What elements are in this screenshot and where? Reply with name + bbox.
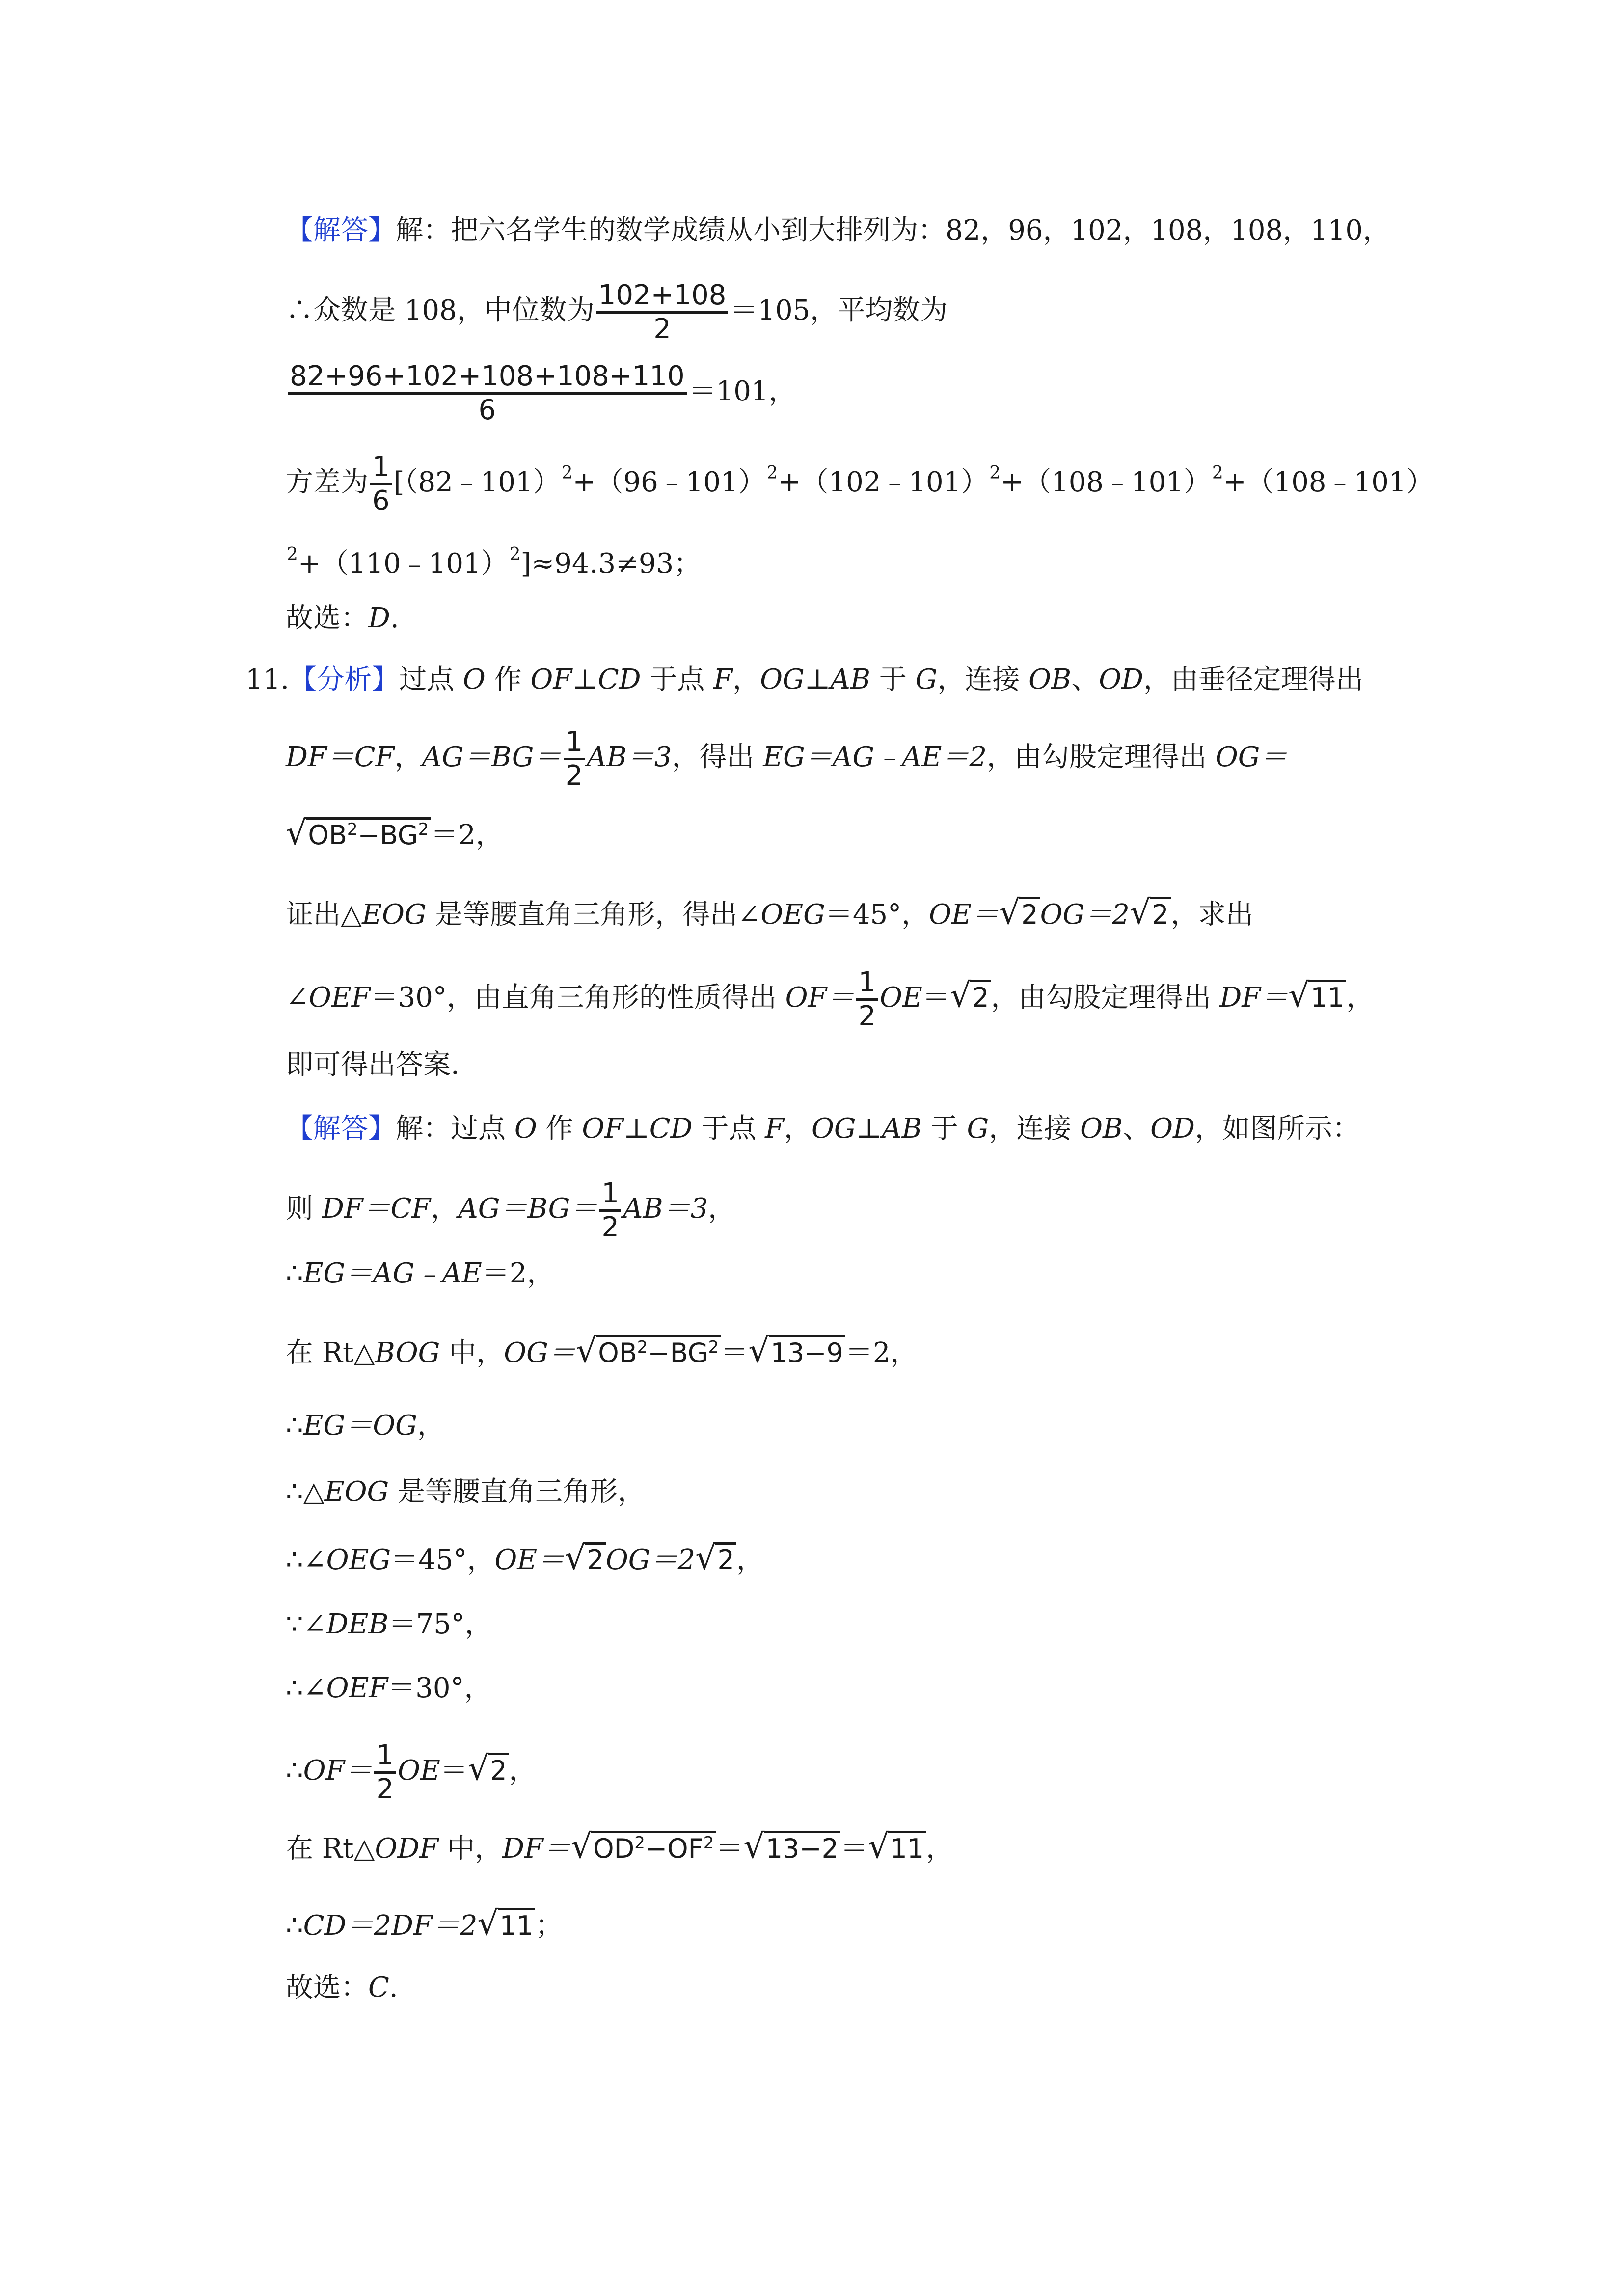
q10-answer-line-4: 方差为 $\frac{1}{6}$ [（82﹣101）$^2$+（96﹣101）$^2$+（102﹣101）$^2$+（108﹣101）$^2$+（108﹣101） <box>286 451 1434 517</box>
q10-answer-line-1: 【解答】解：把六名学生的数学成绩从小到大排列为：82，96，102，108，108，110， <box>286 214 1391 246</box>
q11-analysis-line-2: DF＝CF，AG＝BG＝ $\frac{1}{2}$ AB＝3，得出 EG＝AG﹣AE＝2，由勾股定理得出 OG＝ <box>286 726 1288 792</box>
sqrt-expression: $√OB^2-BG^2$ <box>286 810 431 855</box>
q11-analysis-line-1: 11.【分析】过点 O 作 OF⊥CD 于点 F，OG⊥AB 于 G，连接 OB、OD，由垂径定理得出 <box>245 664 1363 695</box>
q11-answer-line-6: ∴△EOG 是等腰直角三角形， <box>286 1476 646 1508</box>
q11-answer-line-11: 在 Rt△ODF 中，$DF=√OD^2-OF^2=√13-2=√11$， <box>286 1827 954 1866</box>
q11-analysis-line-5: ∠OEF＝30°，由直角三角形的性质得出 OF＝ $\frac{1}{2}$ OE＝√2，由勾股定理得出 DF＝√11， <box>286 966 1374 1032</box>
mean-fraction: $\frac{82+96+102+108+108+110}{6}$ <box>288 361 687 426</box>
q11-answer-line-3: ∴EG＝AG﹣AE＝2， <box>286 1257 555 1289</box>
answer-tag: 【解答】 <box>286 1113 396 1145</box>
q11-answer-line-9: ∴∠OEF＝30°， <box>286 1672 492 1704</box>
q10-answer-line-5: $^2$+（110﹣101）$^2$]≈94.3≠93； <box>287 544 702 580</box>
q11-answer-line-10: ∴OF＝ $\frac{1}{2}$ OE＝√2， <box>286 1739 537 1805</box>
q11-analysis-line-4: 证出△EOG 是等腰直角三角形，得出∠OEG＝45°，OE＝√2OG＝2√2，求出 <box>286 893 1253 932</box>
q11-answer-line-5: ∴EG＝OG， <box>286 1410 445 1442</box>
answer-tag: 【解答】 <box>286 214 396 246</box>
analysis-tag: 【分析】 <box>289 664 400 695</box>
q11-analysis-line-6: 即可得出答案. <box>286 1049 460 1081</box>
q11-answer-line-7: ∴∠OEG＝45°，OE＝√2OG＝2√2， <box>286 1539 764 1577</box>
question-number: 11. <box>245 664 290 695</box>
q11-answer-line-8: ∵∠DEB＝75°， <box>286 1608 492 1640</box>
q10-answer-line-3: $\frac{82+96+102+108+108+110}{6}$ ＝101， <box>286 361 796 426</box>
q11-answer-line-2: 则 DF＝CF，AG＝BG＝ $\frac{1}{2}$ AB＝3， <box>286 1177 736 1243</box>
variance-fraction: $\frac{1}{6}$ <box>370 452 392 517</box>
q11-answer-line-13: 故选：C. <box>286 1972 398 2003</box>
q10-answer-line-6: 故选：D. <box>286 602 399 634</box>
median-fraction: $\frac{102+108}{2}$ <box>596 280 729 345</box>
q11-answer-line-12: ∴CD＝2DF＝2√11； <box>286 1904 563 1943</box>
q10-answer-line-2: ∴众数是 108，中位数为 $\frac{102+108}{2}$ ＝105，平均数为 <box>286 279 948 345</box>
q11-answer-line-1: 【解答】解：过点 O 作 OF⊥CD 于点 F，OG⊥AB 于 G，连接 OB、OD，如图所示： <box>286 1113 1360 1145</box>
q11-analysis-line-3: $√OB^2-BG^2=2$， <box>286 810 503 855</box>
q11-answer-line-4: 在 Rt△BOG 中，$OG=√OB^2-BG^2=√13-9=2$， <box>286 1332 918 1370</box>
